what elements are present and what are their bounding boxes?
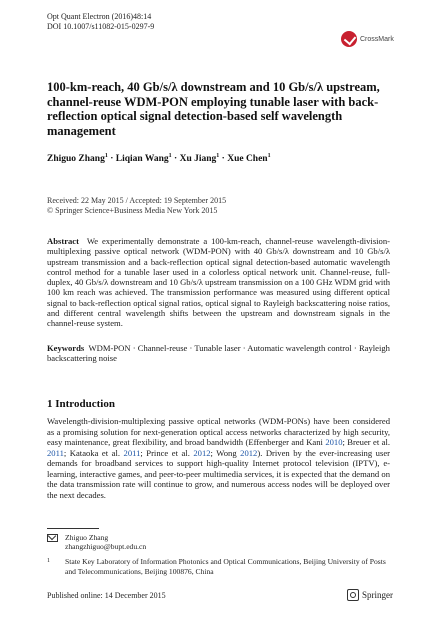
paragraph-text: ). Driven by the ever-increasing user demands for broadband services to support high-quality Internet protocol television (IPTV), e-learning, interactive games, and peer-to-peer multimedia services, it is expected that the demand on the data transmission rate will continue to grow, and numerous access nodes will be deployed over the next decades. [47,447,390,500]
citation-link[interactable]: 2012 [193,447,211,458]
citation-link[interactable]: 2011 [123,447,141,458]
envelope-icon [47,534,58,542]
paragraph-text: Wavelength-division-multiplexing passive optical networks (WDM-PONs) have been considered as a promising solution for next-generation optical access networks characterized by high security, easy maintenance, great flexibility, and broad bandwidth (Effenberger and Kani [47,416,390,447]
paragraph-text: ; Wong [210,447,241,458]
contact-email[interactable]: zhangzhiguo@bupt.edu.cn [65,542,147,552]
author-affiliation-sup: 1 [216,153,220,159]
author-separator: · [107,154,116,165]
paragraph-text: ; Breuer et al. [342,437,390,447]
affiliation-text: State Key Laboratory of Information Photonics and Optical Communications, Beijing University of Posts and Telecommunications, Beijing 100876, China [65,557,386,576]
springer-label: Springer [362,590,393,600]
contact-name: Zhiguo Zhang [65,533,109,542]
paragraph-text: ; Kataoka et al. [63,447,124,458]
journal-meta [47,12,154,32]
copyright: © Springer Science+Business Media New York 2015 [47,205,218,215]
citation-link[interactable]: 2010 [325,437,343,447]
author-name[interactable]: Xu Jiang [179,154,217,165]
contact-footnote [47,533,390,551]
springer-logo [347,589,393,601]
author-separator: · [171,154,180,165]
author-list [47,153,397,164]
affiliation-footnote [47,557,390,575]
article-title: 100-km-reach, 40 Gb/s/λ downstream and 10 Gb/s/λ upstream, channel-reuse WDM-PON employing tunable laser with back-reflection optical signal detection-based self wavelength management [47,80,380,138]
paragraph-text: ; Prince et al. [140,447,194,458]
publication-dates [47,196,226,215]
abstract [47,236,390,329]
citation-link[interactable]: 2012 [240,447,258,458]
section-heading: 1 Introduction [47,398,115,410]
author-affiliation-sup: 1 [104,153,108,159]
author-name[interactable]: Xue Chen [227,154,268,165]
author-affiliation-sup: 1 [168,153,172,159]
keywords-label: Keywords [47,343,85,353]
keywords-text: WDM-PON · Channel-reuse · Tunable laser · Automatic wavelength control · Rayleigh backscattering noise [47,343,390,364]
springer-horse-icon [347,589,359,601]
abstract-text: We experimentally demonstrate a 100-km-reach, channel-reuse wavelength-division-multiplexing passive optical network (WDM-PON) with 40 Gb/s/λ downstream and 10 Gb/s/λ upstream transmission and a back-reflection optical signal detection-based automatic wavelength control method for a tunable laser used in a colorless optical network unit. Channel-reuse, full-duplex, 40 Gb/s/λ downstream and 10 Gb/s/λ upstream transmission on a 100 GHz WDM grid with 100 km reach was achieved. The transmission performance was measured using different optical signal to back-reflection optical signal ratios, optical signal to Rayleigh backscattering noise ratios, and different central wavelength shifts between the upstream and downstream signals in the channel-reuse system. [47,236,391,329]
crossmark-badge[interactable] [341,28,407,50]
doi[interactable]: DOI 10.1007/s11082-015-0297-9 [47,22,155,31]
intro-paragraph [47,416,390,500]
author-affiliation-sup: 1 [267,153,271,159]
journal-citation: Opt Quant Electron (2016)48:14 [47,12,152,21]
author-name[interactable]: Liqian Wang [115,154,169,165]
received-accepted: Received: 22 May 2015 / Accepted: 19 September 2015 [47,196,227,205]
abstract-label: Abstract [47,236,79,246]
crossmark-label: CrossMark [360,35,394,43]
crossmark-icon [341,31,357,47]
author-name[interactable]: Zhiguo Zhang [47,154,105,165]
footnote-divider [47,528,99,529]
citation-link[interactable]: 2011 [47,447,64,458]
published-online: Published online: 14 December 2015 [47,591,166,600]
keywords [47,343,390,364]
affiliation-marker: 1 [47,558,50,565]
author-separator: · [219,154,228,165]
footnotes [47,533,390,576]
